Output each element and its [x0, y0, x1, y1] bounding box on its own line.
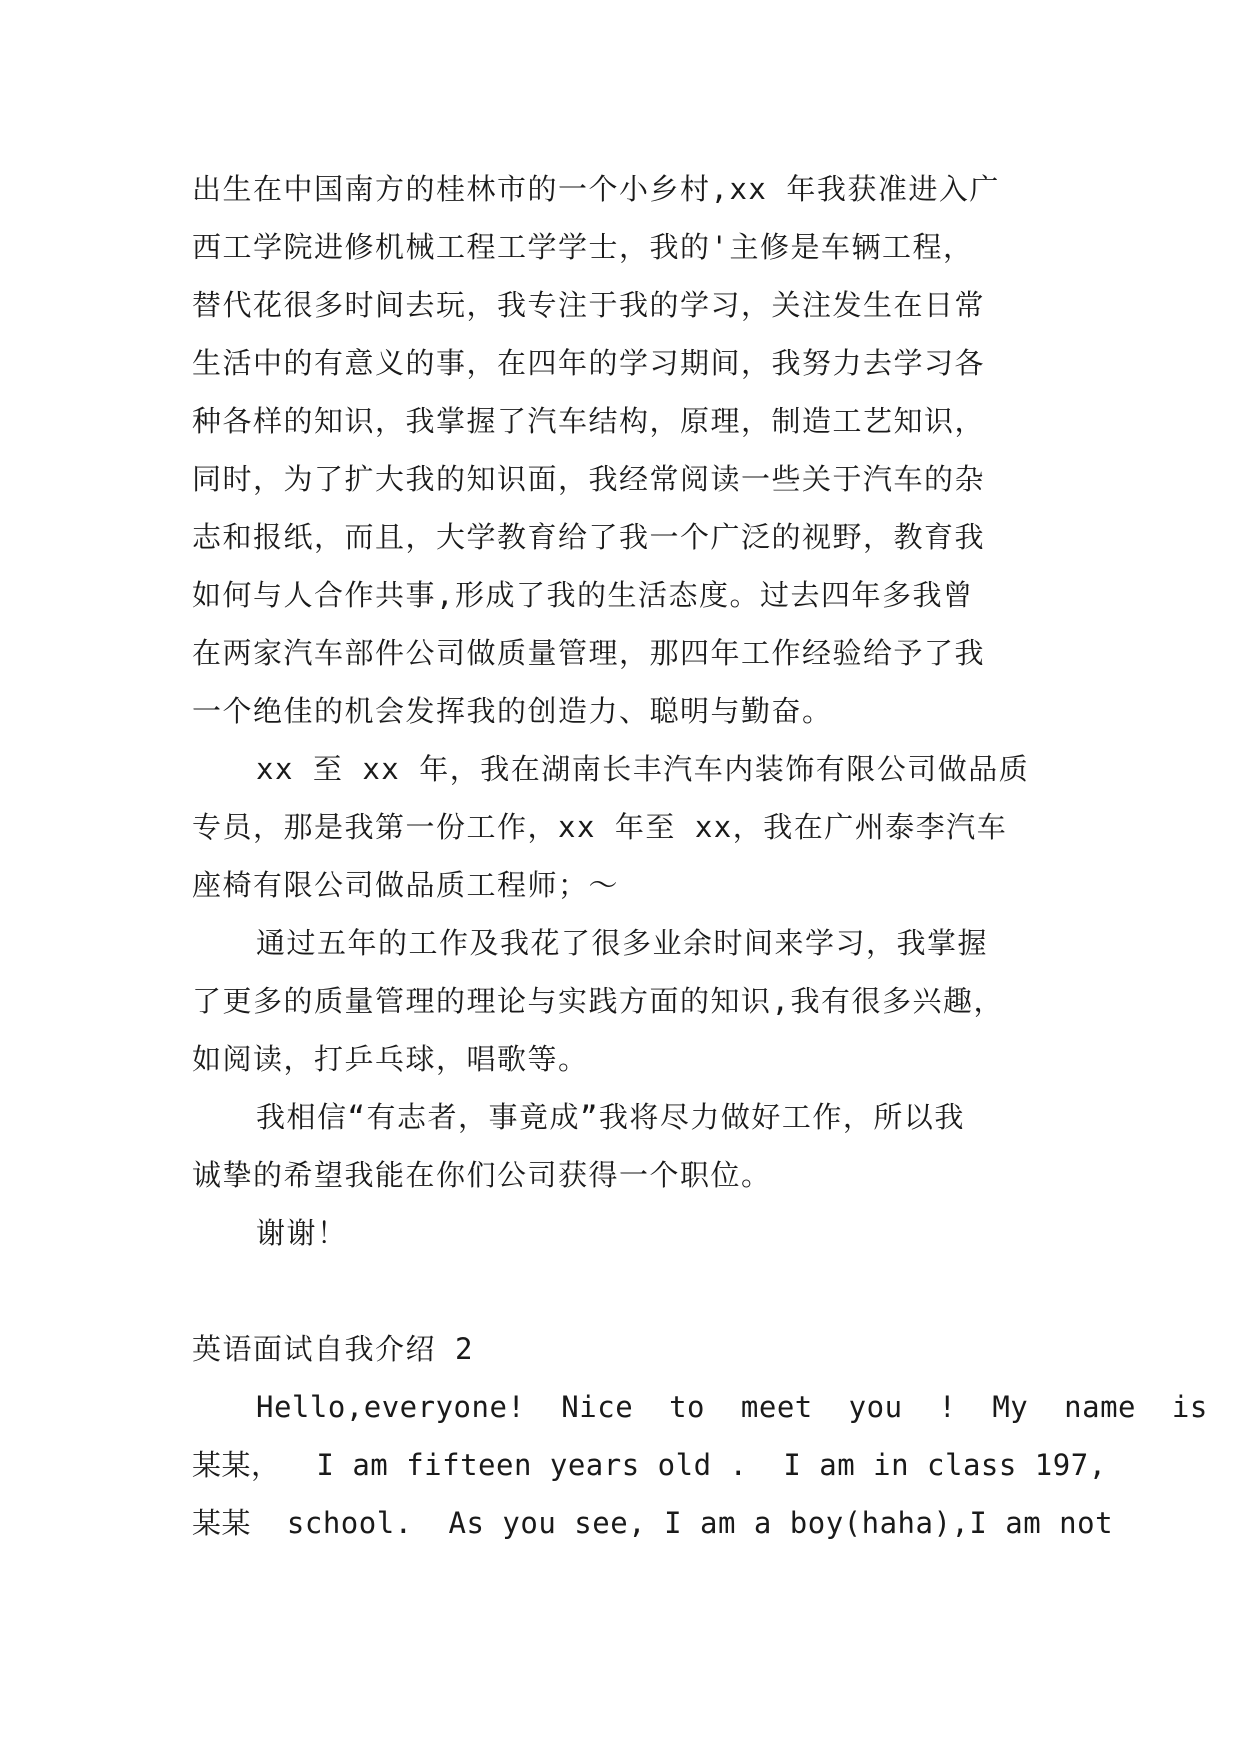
paragraph-4 — [192, 1088, 1054, 1204]
text-line: 专员，那是我第一份工作，xx 年至 xx，我在广州泰李汽车 — [192, 810, 1008, 844]
text-line: 志和报纸，而且，大学教育给了我一个广泛的视野，教育我 — [192, 520, 986, 554]
text-line: 谢谢！ — [256, 1216, 348, 1250]
text-line: 了更多的质量管理的理论与实践方面的知识,我有很多兴趣， — [192, 984, 1004, 1018]
text-line: 替代花很多时间去玩，我专注于我的学习，关注发生在日常 — [192, 288, 986, 322]
text-line: 诚挚的希望我能在你们公司获得一个职位。 — [192, 1158, 772, 1192]
paragraph-2 — [192, 740, 1054, 914]
text-line: Hello,everyone! Nice to meet you ! My name is — [256, 1390, 1208, 1424]
text-line: 我相信“有志者，事竟成”我将尽力做好工作，所以我 — [256, 1100, 965, 1134]
text-line: 通过五年的工作及我花了很多业余时间来学习，我掌握 — [256, 926, 989, 960]
paragraph-english — [192, 1378, 1208, 1552]
text-line: 西工学院进修机械工程工学学士，我的'主修是车辆工程， — [192, 230, 974, 264]
text-line: 座椅有限公司做品质工程师；～ — [192, 868, 620, 902]
blank-line — [192, 1262, 1054, 1320]
text-line: 生活中的有意义的事，在四年的学习期间，我努力去学习各 — [192, 346, 986, 380]
text-line: xx 至 xx 年，我在湖南长丰汽车内装饰有限公司做品质 — [256, 752, 1030, 786]
text-line: 如阅读，打乒乓球，唱歌等。 — [192, 1042, 589, 1076]
text-line: 一个绝佳的机会发挥我的创造力、聪明与勤奋。 — [192, 694, 833, 728]
document-page — [192, 160, 1208, 1552]
paragraph-5 — [192, 1204, 1054, 1262]
text-line: 某某， I am fifteen years old . I am in class 197, — [192, 1448, 1107, 1482]
text-line: 某某 school. As you see, I am a boy(haha),I am not — [192, 1506, 1114, 1540]
text-line: 种各样的知识，我掌握了汽车结构，原理，制造工艺知识， — [192, 404, 986, 438]
text-line: 出生在中国南方的桂林市的一个小乡村,xx 年我获准进入广 — [192, 172, 1000, 206]
paragraph-3 — [192, 914, 1054, 1088]
section-heading: 英语面试自我介绍 2 — [192, 1332, 474, 1366]
text-line: 同时，为了扩大我的知识面，我经常阅读一些关于汽车的杂 — [192, 462, 986, 496]
text-line: 在两家汽车部件公司做质量管理，那四年工作经验给予了我 — [192, 636, 986, 670]
text-line: 如何与人合作共事,形成了我的生活态度。过去四年多我曾 — [192, 578, 974, 612]
paragraph-1 — [192, 160, 1054, 740]
